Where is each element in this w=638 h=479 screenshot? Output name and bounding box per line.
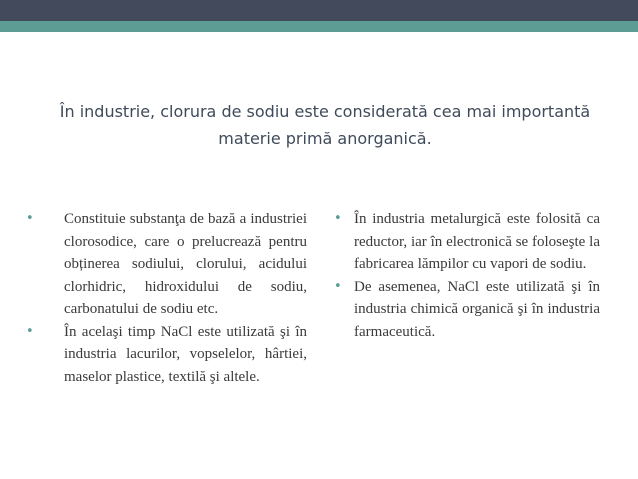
list-item-text: Constituie substanţa de bază a industriei clorosodice, care o prelucrează pentru obținerea sodiului, clorului, acidului clorhidric, hidroxidului de sodiu, carbonatului de sodiu etc. [64, 211, 307, 317]
top-bar-accent [0, 21, 638, 32]
list-item-text: În industria metalurgică este folosită ca reductor, iar în electronică se foloseşte la fabricarea lămpilor cu vapori de sodiu. [354, 211, 600, 272]
list-item-text: De asemenea, NaCl este utilizată şi în industria chimică organică şi în industria farmaceutică. [354, 278, 600, 340]
bullet-icon: • [334, 211, 342, 226]
top-bar-dark [0, 0, 638, 21]
bullet-icon: • [26, 323, 34, 339]
list-item [26, 321, 307, 389]
left-column-list [26, 208, 307, 388]
slide-title: În industrie, clorura de sodiu este considerată cea mai importantă materie primă anorganică. [59, 102, 591, 148]
list-item [334, 276, 600, 344]
bullet-icon: • [334, 278, 342, 294]
list-item [334, 208, 600, 276]
list-item-text: În acelaşi timp NaCl este utilizată şi în industria lacurilor, vopselelor, hârtiei, maselor plastice, textilă şi altele. [64, 323, 307, 385]
right-column-list [334, 208, 600, 343]
list-item [26, 208, 307, 321]
bullet-icon: • [26, 211, 34, 226]
